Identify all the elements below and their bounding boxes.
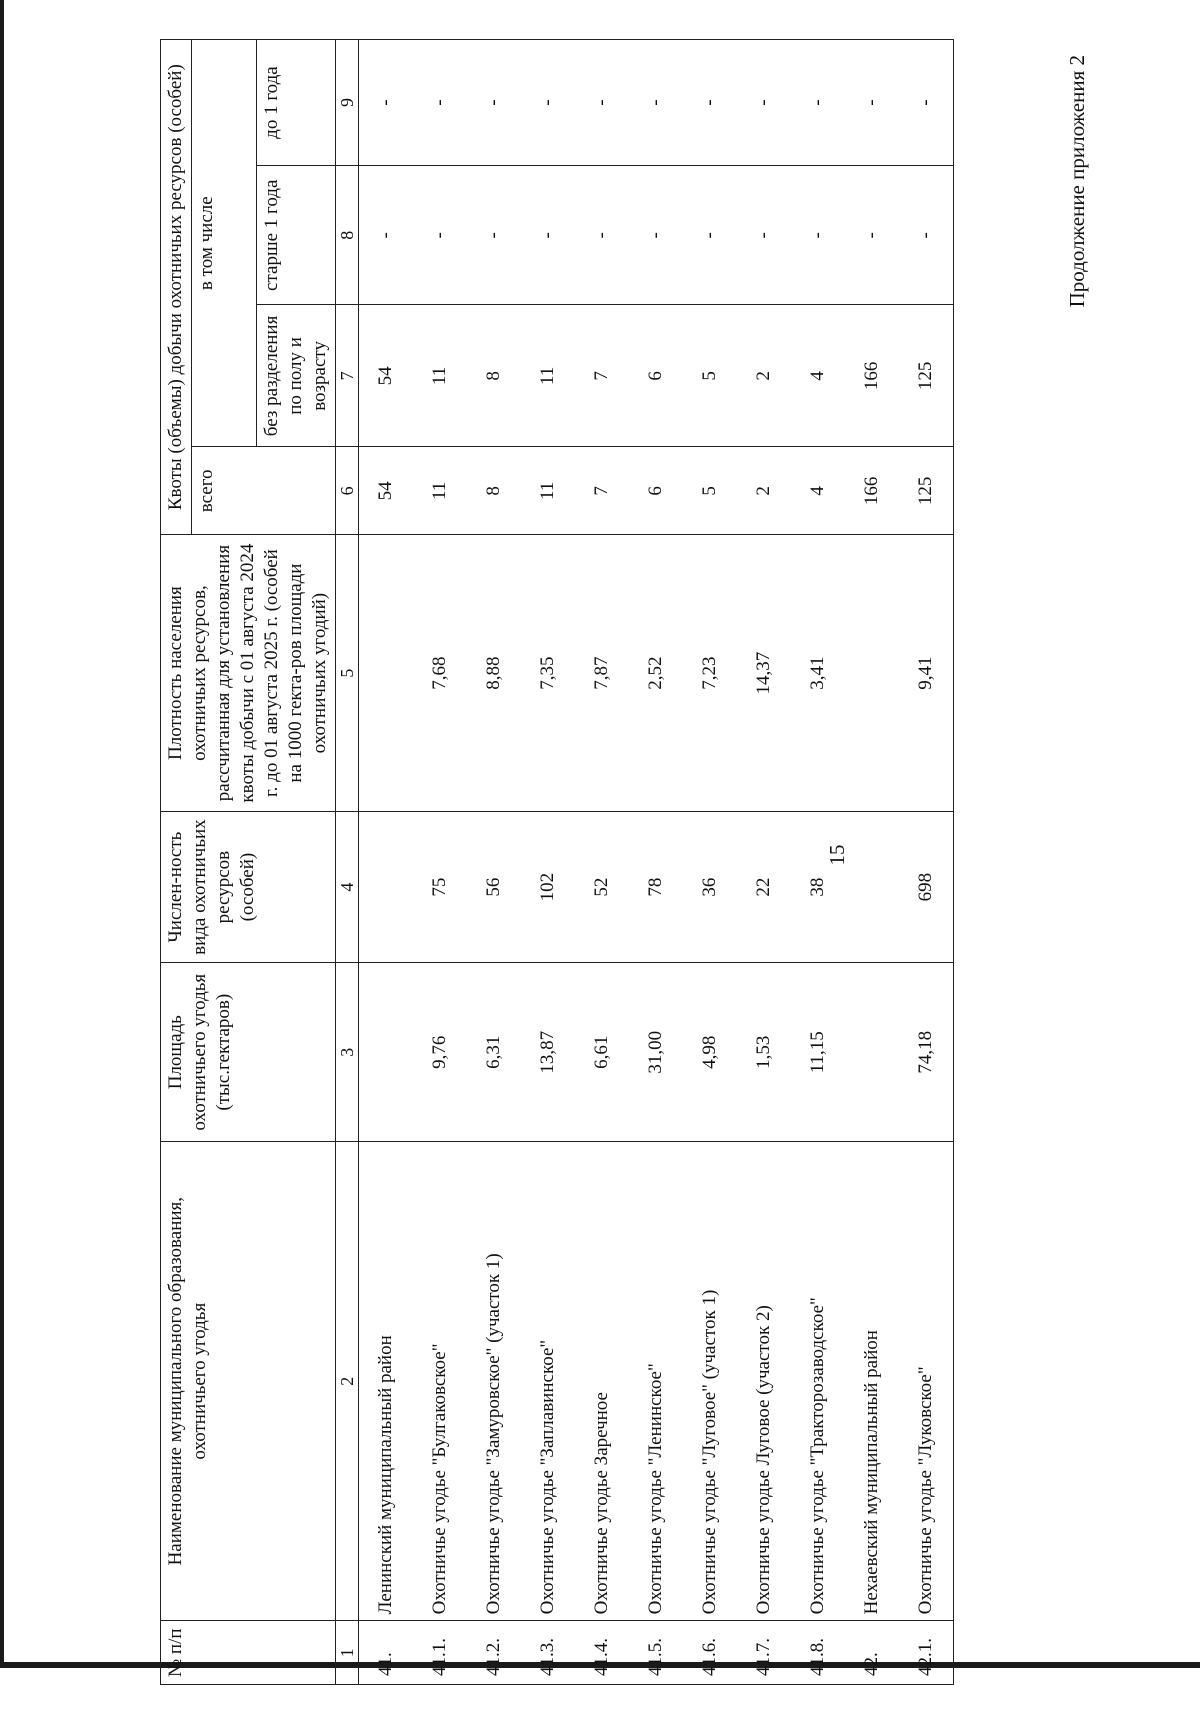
row-name: Охотничье угодье "Ленинское" bbox=[629, 1141, 683, 1620]
row-older: - bbox=[521, 166, 575, 305]
row-name: Охотничье угодье Заречное bbox=[575, 1141, 629, 1620]
column-number: 8 bbox=[336, 166, 359, 305]
header-count: Числен-ность вида охотничьих ресурсов (особей) bbox=[161, 811, 336, 963]
header-area: Площадь охотничьего угодья (тыс.гектаров) bbox=[161, 963, 336, 1142]
row-density: 14,37 bbox=[737, 535, 791, 811]
row-area: 11,15 bbox=[791, 963, 845, 1142]
page-number: 15 bbox=[825, 844, 849, 866]
row-area bbox=[845, 963, 899, 1142]
table-row bbox=[899, 40, 954, 1685]
row-count: 38 bbox=[791, 811, 845, 963]
column-number: 6 bbox=[336, 447, 359, 535]
row-area: 74,18 bbox=[899, 963, 954, 1142]
table-row bbox=[737, 40, 791, 1685]
header-no-split: без разделения по полу и возрасту bbox=[257, 305, 336, 447]
row-no: 41. bbox=[359, 1621, 414, 1685]
row-no: 41.1. bbox=[413, 1621, 467, 1685]
row-count: 102 bbox=[521, 811, 575, 963]
row-younger: - bbox=[683, 40, 737, 166]
row-no-split: 8 bbox=[467, 305, 521, 447]
row-area: 6,61 bbox=[575, 963, 629, 1142]
row-no-split: 125 bbox=[899, 305, 954, 447]
row-no: 41.8. bbox=[791, 1621, 845, 1685]
row-younger: - bbox=[737, 40, 791, 166]
column-number: 5 bbox=[336, 535, 359, 811]
row-total: 11 bbox=[521, 447, 575, 535]
row-no: 41.6. bbox=[683, 1621, 737, 1685]
row-density: 7,23 bbox=[683, 535, 737, 811]
row-total: 7 bbox=[575, 447, 629, 535]
row-younger: - bbox=[467, 40, 521, 166]
row-area: 9,76 bbox=[413, 963, 467, 1142]
row-older: - bbox=[683, 166, 737, 305]
row-no: 41.3. bbox=[521, 1621, 575, 1685]
row-no-split: 11 bbox=[521, 305, 575, 447]
table-row bbox=[521, 40, 575, 1685]
row-younger: - bbox=[575, 40, 629, 166]
row-younger: - bbox=[413, 40, 467, 166]
row-no-split: 6 bbox=[629, 305, 683, 447]
table-row bbox=[575, 40, 629, 1685]
row-younger: - bbox=[791, 40, 845, 166]
row-count: 78 bbox=[629, 811, 683, 963]
row-total: 8 bbox=[467, 447, 521, 535]
row-density bbox=[845, 535, 899, 811]
header-total: всего bbox=[192, 447, 336, 535]
row-name: Охотничье угодье "Замуровское" (участок 1) bbox=[467, 1141, 521, 1620]
table-row bbox=[359, 40, 414, 1685]
row-count: 22 bbox=[737, 811, 791, 963]
row-no-split: 5 bbox=[683, 305, 737, 447]
row-density: 7,87 bbox=[575, 535, 629, 811]
row-count bbox=[359, 811, 414, 963]
column-number: 2 bbox=[336, 1141, 359, 1620]
row-density bbox=[359, 535, 414, 811]
row-name: Охотничье угодье "Булгаковское" bbox=[413, 1141, 467, 1620]
row-count: 75 bbox=[413, 811, 467, 963]
row-area: 13,87 bbox=[521, 963, 575, 1142]
row-no: 42. bbox=[845, 1621, 899, 1685]
row-area: 4,98 bbox=[683, 963, 737, 1142]
row-total: 11 bbox=[413, 447, 467, 535]
table-row bbox=[683, 40, 737, 1685]
header-older: старше 1 года bbox=[257, 166, 336, 305]
row-total: 2 bbox=[737, 447, 791, 535]
table-row bbox=[467, 40, 521, 1685]
row-area bbox=[359, 963, 414, 1142]
row-younger: - bbox=[845, 40, 899, 166]
header-including: в том числе bbox=[192, 40, 257, 447]
table-row bbox=[629, 40, 683, 1685]
row-younger: - bbox=[899, 40, 954, 166]
column-number: 1 bbox=[336, 1621, 359, 1685]
table-row bbox=[791, 40, 845, 1685]
row-older: - bbox=[845, 166, 899, 305]
row-no-split: 4 bbox=[791, 305, 845, 447]
row-name: Охотничье угодье "Заплавинское" bbox=[521, 1141, 575, 1620]
row-count bbox=[845, 811, 899, 963]
column-number: 4 bbox=[336, 811, 359, 963]
row-total: 166 bbox=[845, 447, 899, 535]
row-no-split: 54 bbox=[359, 305, 414, 447]
row-density: 3,41 bbox=[791, 535, 845, 811]
row-name: Охотничье угодье "Луковское" bbox=[899, 1141, 954, 1620]
row-name: Охотничье угодье "Луговое" (участок 1) bbox=[683, 1141, 737, 1620]
row-name: Охотничье угодье Луговое (участок 2) bbox=[737, 1141, 791, 1620]
row-older: - bbox=[467, 166, 521, 305]
row-younger: - bbox=[521, 40, 575, 166]
row-density: 7,68 bbox=[413, 535, 467, 811]
row-density: 2,52 bbox=[629, 535, 683, 811]
row-name: Охотничье угодье "Тракторозаводское" bbox=[791, 1141, 845, 1620]
header-no: № п/п bbox=[161, 1621, 336, 1685]
row-count: 52 bbox=[575, 811, 629, 963]
row-no: 41.4. bbox=[575, 1621, 629, 1685]
row-total: 4 bbox=[791, 447, 845, 535]
row-density: 8,88 bbox=[467, 535, 521, 811]
row-count: 698 bbox=[899, 811, 954, 963]
row-older: - bbox=[791, 166, 845, 305]
row-name: Нехаевский муниципальный район bbox=[845, 1141, 899, 1620]
row-density: 7,35 bbox=[521, 535, 575, 811]
row-younger: - bbox=[359, 40, 414, 166]
row-area: 6,31 bbox=[467, 963, 521, 1142]
row-count: 36 bbox=[683, 811, 737, 963]
row-no-split: 2 bbox=[737, 305, 791, 447]
column-number: 7 bbox=[336, 305, 359, 447]
row-older: - bbox=[413, 166, 467, 305]
row-older: - bbox=[899, 166, 954, 305]
row-no: 41.2. bbox=[467, 1621, 521, 1685]
header-quota: Квоты (объемы) добычи охотничьих ресурсов (особей) bbox=[161, 40, 192, 535]
table-row bbox=[413, 40, 467, 1685]
row-total: 54 bbox=[359, 447, 414, 535]
quota-table bbox=[160, 39, 954, 1685]
column-number: 3 bbox=[336, 963, 359, 1142]
row-no: 41.5. bbox=[629, 1621, 683, 1685]
header-density: Плотность населения охотничьих ресурсов, рассчитанная для установления квоты добычи с 01 августа 2024 г. до 01 августа 2025 г. (особей на 1000 гекта-ров площади охотничьих угодий) bbox=[161, 535, 336, 811]
header-name: Наименование муниципального образования, охотничьего угодья bbox=[161, 1141, 336, 1620]
row-no: 41.7. bbox=[737, 1621, 791, 1685]
row-area: 31,00 bbox=[629, 963, 683, 1142]
row-name: Ленинский муниципальный район bbox=[359, 1141, 414, 1620]
row-no-split: 7 bbox=[575, 305, 629, 447]
row-total: 6 bbox=[629, 447, 683, 535]
row-count: 56 bbox=[467, 811, 521, 963]
row-density: 9,41 bbox=[899, 535, 954, 811]
row-older: - bbox=[737, 166, 791, 305]
column-number: 9 bbox=[336, 40, 359, 166]
row-younger: - bbox=[629, 40, 683, 166]
row-older: - bbox=[575, 166, 629, 305]
header-younger: до 1 года bbox=[257, 40, 336, 166]
row-older: - bbox=[359, 166, 414, 305]
row-no-split: 11 bbox=[413, 305, 467, 447]
row-area: 1,53 bbox=[737, 963, 791, 1142]
table-row bbox=[845, 40, 899, 1685]
row-total: 5 bbox=[683, 447, 737, 535]
row-older: - bbox=[629, 166, 683, 305]
continuation-label: Продолжение приложения 2 bbox=[1065, 55, 1089, 308]
row-total: 125 bbox=[899, 447, 954, 535]
row-no-split: 166 bbox=[845, 305, 899, 447]
row-no: 42.1. bbox=[899, 1621, 954, 1685]
